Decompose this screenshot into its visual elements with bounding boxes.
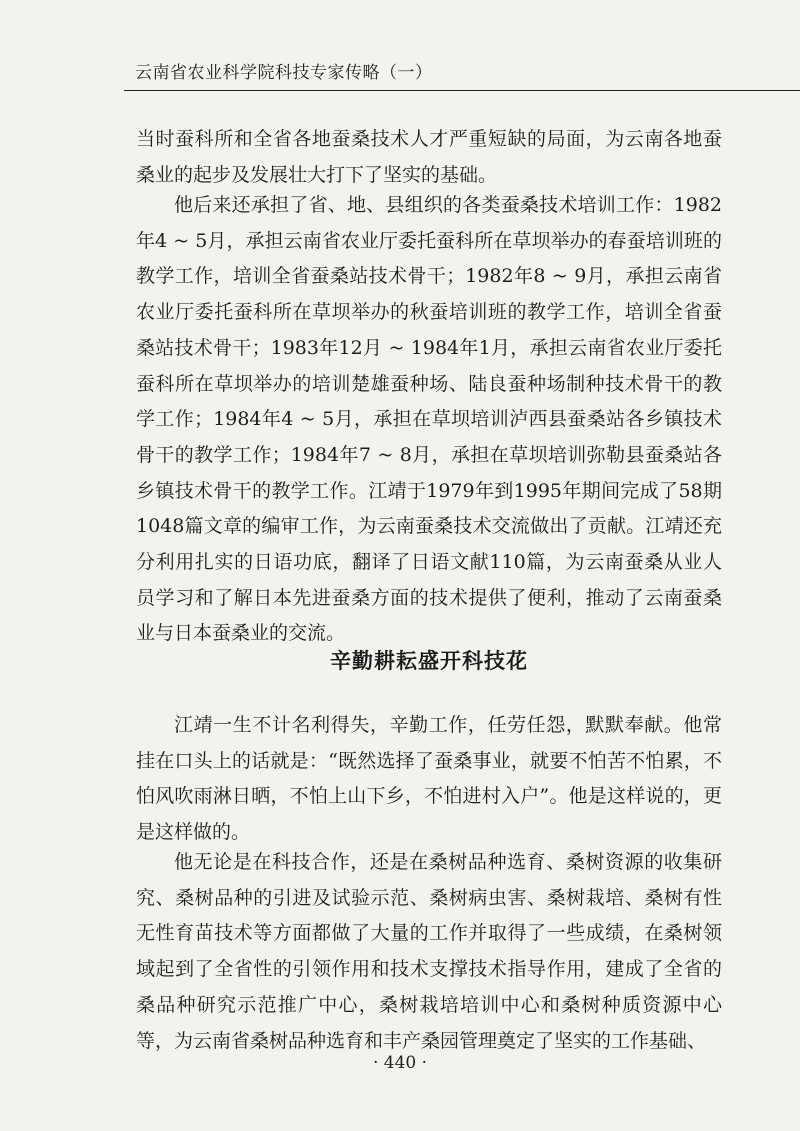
page-number: · 440 ·	[372, 1053, 428, 1073]
section-heading: 辛勤耕耘盛开科技花	[330, 649, 528, 673]
body-paragraph-2: 他后来还承担了省、地、县组织的各类蚕桑技术培训工作：1982年4 ~ 5月，承担云南省农业厅委托蚕科所在草坝举办的春蚕培训班的教学工作，培训全省蚕桑站技术骨干；1982年8 ~ 9月，承担云南省农业厅委托蚕科所在草坝举办的秋蚕培训班的教学工作，培训全省蚕桑站技术骨干；1983年12月 ~ 1984年1月，承担云南省农业厅委托蚕科所在草坝举办的培训楚雄蚕种场、陆良蚕种场制种技术骨干的教学工作；1984年4 ~ 5月，承担在草坝培训泸西县蚕桑站各乡镇技术骨干的教学工作；1984年7 ~ 8月，承担在草坝培训弥勒县蚕桑站各乡镇技术骨干的教学工作。江靖于1979年到1995年期间完成了58期1048篇文章的编审工作，为云南蚕桑技术交流做出了贡献。江靖还充分利用扎实的日语功底，翻译了日语文献110篇，为云南蚕桑从业人员学习和了解日本先进蚕桑方面的技术提供了便利，推动了云南蚕桑业与日本蚕桑业的交流。	[136, 194, 722, 645]
header-rule	[124, 90, 800, 91]
running-header-title: 云南省农业科学院科技专家传略（一）	[135, 63, 433, 83]
section-paragraph-1: 江靖一生不计名利得失，辛勤工作，任劳任怨，默默奉献。他常挂在口头上的话就是：“既然选择了蚕桑事业，就要不怕苦不怕累，不怕风吹雨淋日晒，不怕上山下乡，不怕进村入户”。他是这样说的，更是这样做的。	[136, 714, 722, 844]
body-paragraph-1: 当时蚕科所和全省各地蚕桑技术人才严重短缺的局面，为云南各地蚕桑业的起步及发展壮大打下了坚实的基础。	[136, 128, 722, 186]
section-paragraph-2: 他无论是在科技合作，还是在桑树品种选育、桑树资源的收集研究、桑树品种的引进及试验示范、桑树病虫害、桑树栽培、桑树有性无性育苗技术等方面都做了大量的工作并取得了一些成绩，在桑树领域起到了全省性的引领作用和技术支撑技术指导作用，建成了全省的桑品种研究示范推广中心，桑树栽培培训中心和桑树种质资源中心等，为云南省桑树品种选育和丰产桑园管理奠定了坚实的工作基础、	[136, 851, 722, 1052]
